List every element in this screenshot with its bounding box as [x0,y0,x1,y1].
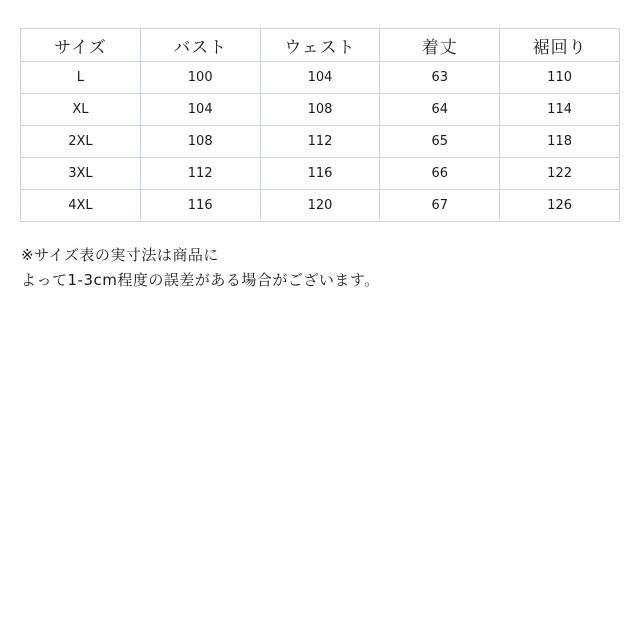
cell-waist: 104 [260,62,380,94]
header-bust: バスト [140,29,260,62]
table-row [21,190,620,222]
table-row [21,158,620,190]
header-size: サイズ [21,29,141,62]
header-hem: 裾回り [500,29,620,62]
cell-size: XL [21,94,141,126]
cell-bust: 108 [140,126,260,158]
cell-waist: 112 [260,126,380,158]
header-row [21,29,620,62]
cell-hem: 114 [500,94,620,126]
cell-waist: 120 [260,190,380,222]
cell-size: 4XL [21,190,141,222]
cell-length: 66 [380,158,500,190]
header-waist: ウェスト [260,29,380,62]
table-row [21,62,620,94]
table-row [21,94,620,126]
size-note-line-1: ※サイズ表の実寸法は商品に [21,246,219,264]
table-row [21,126,620,158]
cell-hem: 110 [500,62,620,94]
cell-bust: 116 [140,190,260,222]
cell-length: 64 [380,94,500,126]
size-chart-header [21,29,620,62]
cell-bust: 112 [140,158,260,190]
size-note-line-2: よって1-3cm程度の誤差がある場合がございます。 [21,271,380,289]
cell-hem: 126 [500,190,620,222]
size-chart-table [20,28,620,222]
cell-size: L [21,62,141,94]
cell-length: 63 [380,62,500,94]
cell-waist: 108 [260,94,380,126]
cell-size: 2XL [21,126,141,158]
size-note [21,243,380,293]
cell-bust: 104 [140,94,260,126]
header-length: 着丈 [380,29,500,62]
cell-length: 65 [380,126,500,158]
cell-waist: 116 [260,158,380,190]
cell-bust: 100 [140,62,260,94]
size-chart-body [21,62,620,222]
cell-hem: 122 [500,158,620,190]
cell-hem: 118 [500,126,620,158]
cell-length: 67 [380,190,500,222]
cell-size: 3XL [21,158,141,190]
